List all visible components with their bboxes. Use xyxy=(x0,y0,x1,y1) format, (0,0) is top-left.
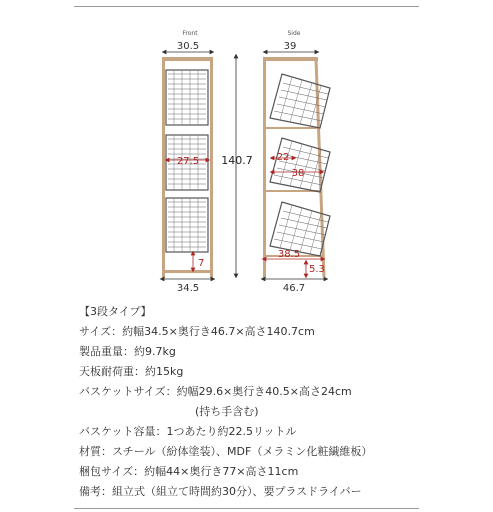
spec-material: 材質：スチール（紛体塗装）、MDF（メラミン化粧繊維板） xyxy=(79,445,373,458)
spec-weight: 製品重量：約9.7kg xyxy=(79,345,176,358)
spec-type: 【3段タイプ】 xyxy=(79,305,152,318)
spec-basket-size: バスケットサイズ：約幅29.6×奥行き40.5×高さ24cm xyxy=(79,385,352,398)
spec-size: サイズ：約幅34.5×奥行き46.7×高さ140.7cm xyxy=(79,325,315,338)
spec-top-load: 天板耐荷重：約15kg xyxy=(79,365,184,378)
front-bottom-width-dim: 34.5 xyxy=(176,283,200,294)
side-crossbar-1 xyxy=(263,127,319,129)
side-bottom-width-dim: 46.7 xyxy=(282,283,306,294)
front-top-shelf xyxy=(162,57,213,61)
total-height-dim: 140.7 xyxy=(221,154,253,167)
side-bottom-offset-dim: 5.3 xyxy=(309,264,325,275)
front-top-width-dim: 30.5 xyxy=(176,41,200,52)
front-basket-3 xyxy=(166,198,208,252)
front-view-label: Front xyxy=(182,30,198,37)
spec-basket-size-note: (持ち手含む) xyxy=(195,405,259,418)
side-rear-post xyxy=(263,57,266,278)
side-basket-1 xyxy=(270,74,330,128)
spec-package: 梱包サイズ：約幅44×奥行き77×高さ11cm xyxy=(79,465,299,478)
front-left-post xyxy=(162,57,165,278)
side-top-width-dim: 39 xyxy=(283,41,297,52)
total-height-dimension xyxy=(221,56,253,276)
side-view xyxy=(263,41,330,294)
spec-list xyxy=(79,302,372,502)
side-view-label: Side xyxy=(287,30,301,37)
side-basket-depth-inner-dim: 22 xyxy=(276,152,290,163)
front-basket-width-dim: 27.5 xyxy=(176,156,200,167)
front-right-post xyxy=(210,57,213,278)
side-bottom-depth-dim: 38.5 xyxy=(277,249,301,260)
side-top-shelf xyxy=(263,57,318,61)
side-basket-depth-outer-dim: 38 xyxy=(291,168,305,179)
spec-basket-capacity: バスケット容量：1つあたり約22.5リットル xyxy=(79,425,297,438)
bottom-divider xyxy=(74,508,419,509)
front-leg-height-dim: 7 xyxy=(198,258,205,269)
front-bottom-bar xyxy=(162,270,213,273)
front-view xyxy=(162,41,213,294)
front-basket-1 xyxy=(166,70,208,125)
spec-remarks: 備考：組立式（組立て時間約30分）、要プラスドライバー xyxy=(79,485,362,498)
